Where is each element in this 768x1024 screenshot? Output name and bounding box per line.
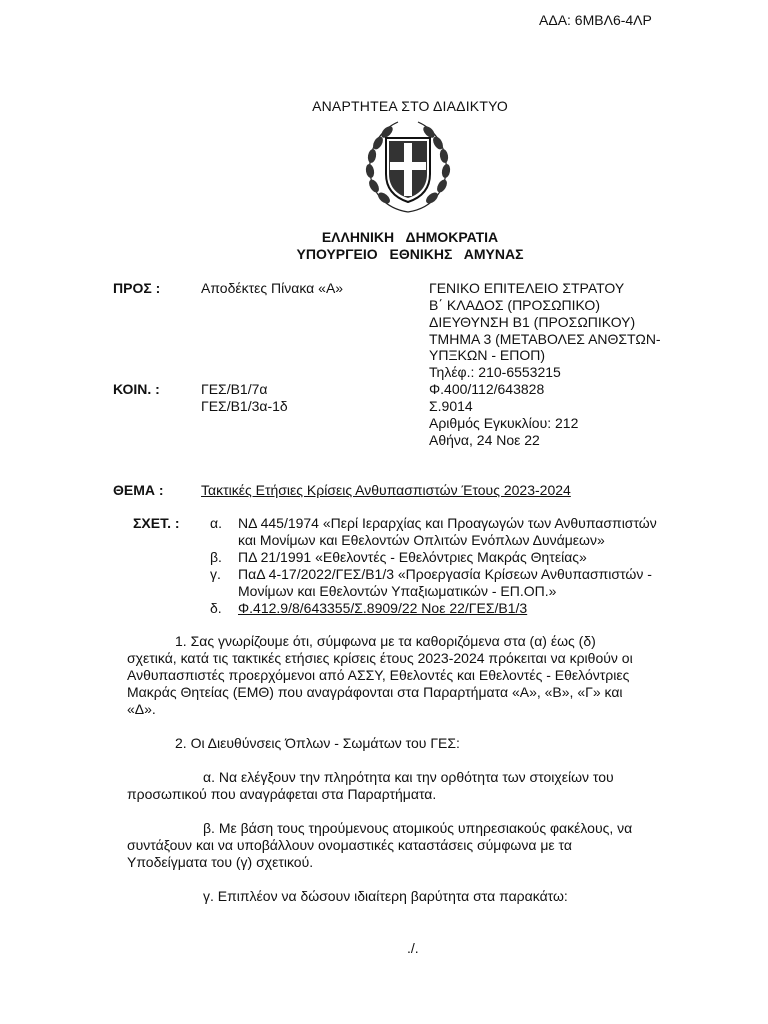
- sender-file-number: Φ.400/112/643828: [429, 381, 545, 397]
- paragraph-1-line: σχετικά, κατά τις τακτικές ετήσιες κρίσεις έτους 2023-2024 πρόκειται να κριθούν οι: [127, 650, 633, 666]
- sender-line: ΥΠΞΚΩΝ - ΕΠΟΠ): [429, 347, 546, 363]
- sender-circular-number: Αριθμός Εγκυκλίου: 212: [429, 415, 579, 431]
- paragraph-2b-line: Υποδείγματα του (γ) σχετικού.: [127, 854, 314, 870]
- reference-item: ΠΔ 21/1991 «Εθελοντές - Εθελόντριες Μακράς Θητείας»: [238, 549, 587, 565]
- paragraph-2: 2. Οι Διευθύνσεις Όπλων - Σωμάτων του ΓΕΣ:: [175, 735, 460, 751]
- koin-label: ΚΟΙΝ. :: [113, 381, 160, 397]
- pros-label: ΠΡΟΣ :: [113, 280, 161, 296]
- reference-marker: β.: [210, 549, 222, 565]
- subject-label: ΘΕΜΑ :: [113, 482, 164, 498]
- ada-number: ΑΔΑ: 6ΜΒΛ6-4ΛΡ: [539, 12, 652, 28]
- sender-line: ΤΜΗΜΑ 3 (ΜΕΤΑΒΟΛΕΣ ΑΝΘΣΤΩΝ-: [429, 331, 661, 347]
- paragraph-2b-line: β. Με βάση τους τηρούμενους ατομικούς υπηρεσιακούς φακέλους, να: [203, 820, 633, 836]
- sender-line: ΔΙΕΥΘΥΝΣΗ Β1 (ΠΡΟΣΩΠΙΚΟΥ): [429, 314, 636, 330]
- header-republic: ΕΛΛΗΝΙΚΗ ΔΗΜΟΚΡΑΤΙΑ: [321, 229, 499, 245]
- paragraph-1-line: «Δ».: [127, 701, 156, 717]
- paragraph-2a-line: α. Να ελέγξουν την πληρότητα και την ορθότητα των στοιχείων του: [203, 769, 614, 785]
- reference-item: ΠαΔ 4-17/2022/ΓΕΣ/Β1/3 «Προεργασία Κρίσεων Ανθυπασπιστών -: [238, 566, 652, 582]
- reference-item: ΝΔ 445/1974 «Περί Ιεραρχίας και Προαγωγών των Ανθυπασπιστών: [238, 515, 657, 531]
- header-ministry: ΥΠΟΥΡΓΕΙΟ ΕΘΝΙΚΗΣ ΑΜΥΝΑΣ: [296, 246, 524, 262]
- reference-item: Φ.412.9/8/643355/Σ.8909/22 Νοε 22/ΓΕΣ/Β1/3: [238, 600, 528, 616]
- pros-value: Αποδέκτες Πίνακα «Α»: [201, 280, 344, 296]
- paragraph-1-line: Μακράς Θητείας (ΕΜΘ) που αναγράφονται στα Παραρτήματα «Α», «Β», «Γ» και: [127, 684, 623, 700]
- koin-value-1: ΓΕΣ/Β1/7α: [201, 381, 268, 397]
- reference-item: Μονίμων και Εθελοντών Υπαξιωματικών - ΕΠ.ΟΠ.»: [238, 583, 557, 599]
- references-label: ΣΧΕΤ. :: [133, 515, 180, 531]
- paragraph-2a-line: προσωπικού που αναγράφεται στα Παραρτήματα.: [127, 786, 437, 802]
- sender-sigma: Σ.9014: [429, 398, 473, 414]
- sender-date: Αθήνα, 24 Νοε 22: [429, 432, 540, 448]
- reference-marker: γ.: [210, 566, 221, 582]
- reference-item: και Μονίμων και Εθελοντών Οπλιτών Ενόπλων Δυνάμεων»: [238, 532, 605, 548]
- paragraph-1-line: 1. Σας γνωρίζουμε ότι, σύμφωνα με τα καθοριζόμενα στα (α) έως (δ): [175, 633, 596, 649]
- publish-notice: ΑΝΑΡΤΗΤΕΑ ΣΤΟ ΔΙΑΔΙΚΤΥΟ: [312, 98, 508, 114]
- coat-of-arms-icon: [360, 116, 456, 219]
- reference-marker: δ.: [210, 600, 222, 616]
- subject-text: Τακτικές Ετήσιες Κρίσεις Ανθυπασπιστών Έτους 2023-2024: [201, 482, 571, 498]
- reference-marker: α.: [210, 515, 222, 531]
- paragraph-1-line: Ανθυπασπιστές προερχόμενοι από ΑΣΣΥ, Εθελοντές και Εθελοντές - Εθελόντριες: [127, 667, 630, 683]
- sender-phone: Τηλέφ.: 210-6553215: [429, 364, 561, 380]
- sender-line: Β΄ ΚΛΑΔΟΣ (ΠΡΟΣΩΠΙΚΟ): [429, 297, 600, 313]
- continuation-mark: ./.: [407, 940, 419, 956]
- sender-line: ΓΕΝΙΚΟ ΕΠΙΤΕΛΕΙΟ ΣΤΡΑΤΟΥ: [429, 280, 625, 296]
- paragraph-2c: γ. Επιπλέον να δώσουν ιδιαίτερη βαρύτητα στα παρακάτω:: [203, 888, 568, 904]
- koin-value-2: ΓΕΣ/Β1/3α-1δ: [201, 398, 288, 414]
- paragraph-2b-line: συντάξουν και να υποβάλλουν ονομαστικές καταστάσεις σύμφωνα με τα: [127, 837, 572, 853]
